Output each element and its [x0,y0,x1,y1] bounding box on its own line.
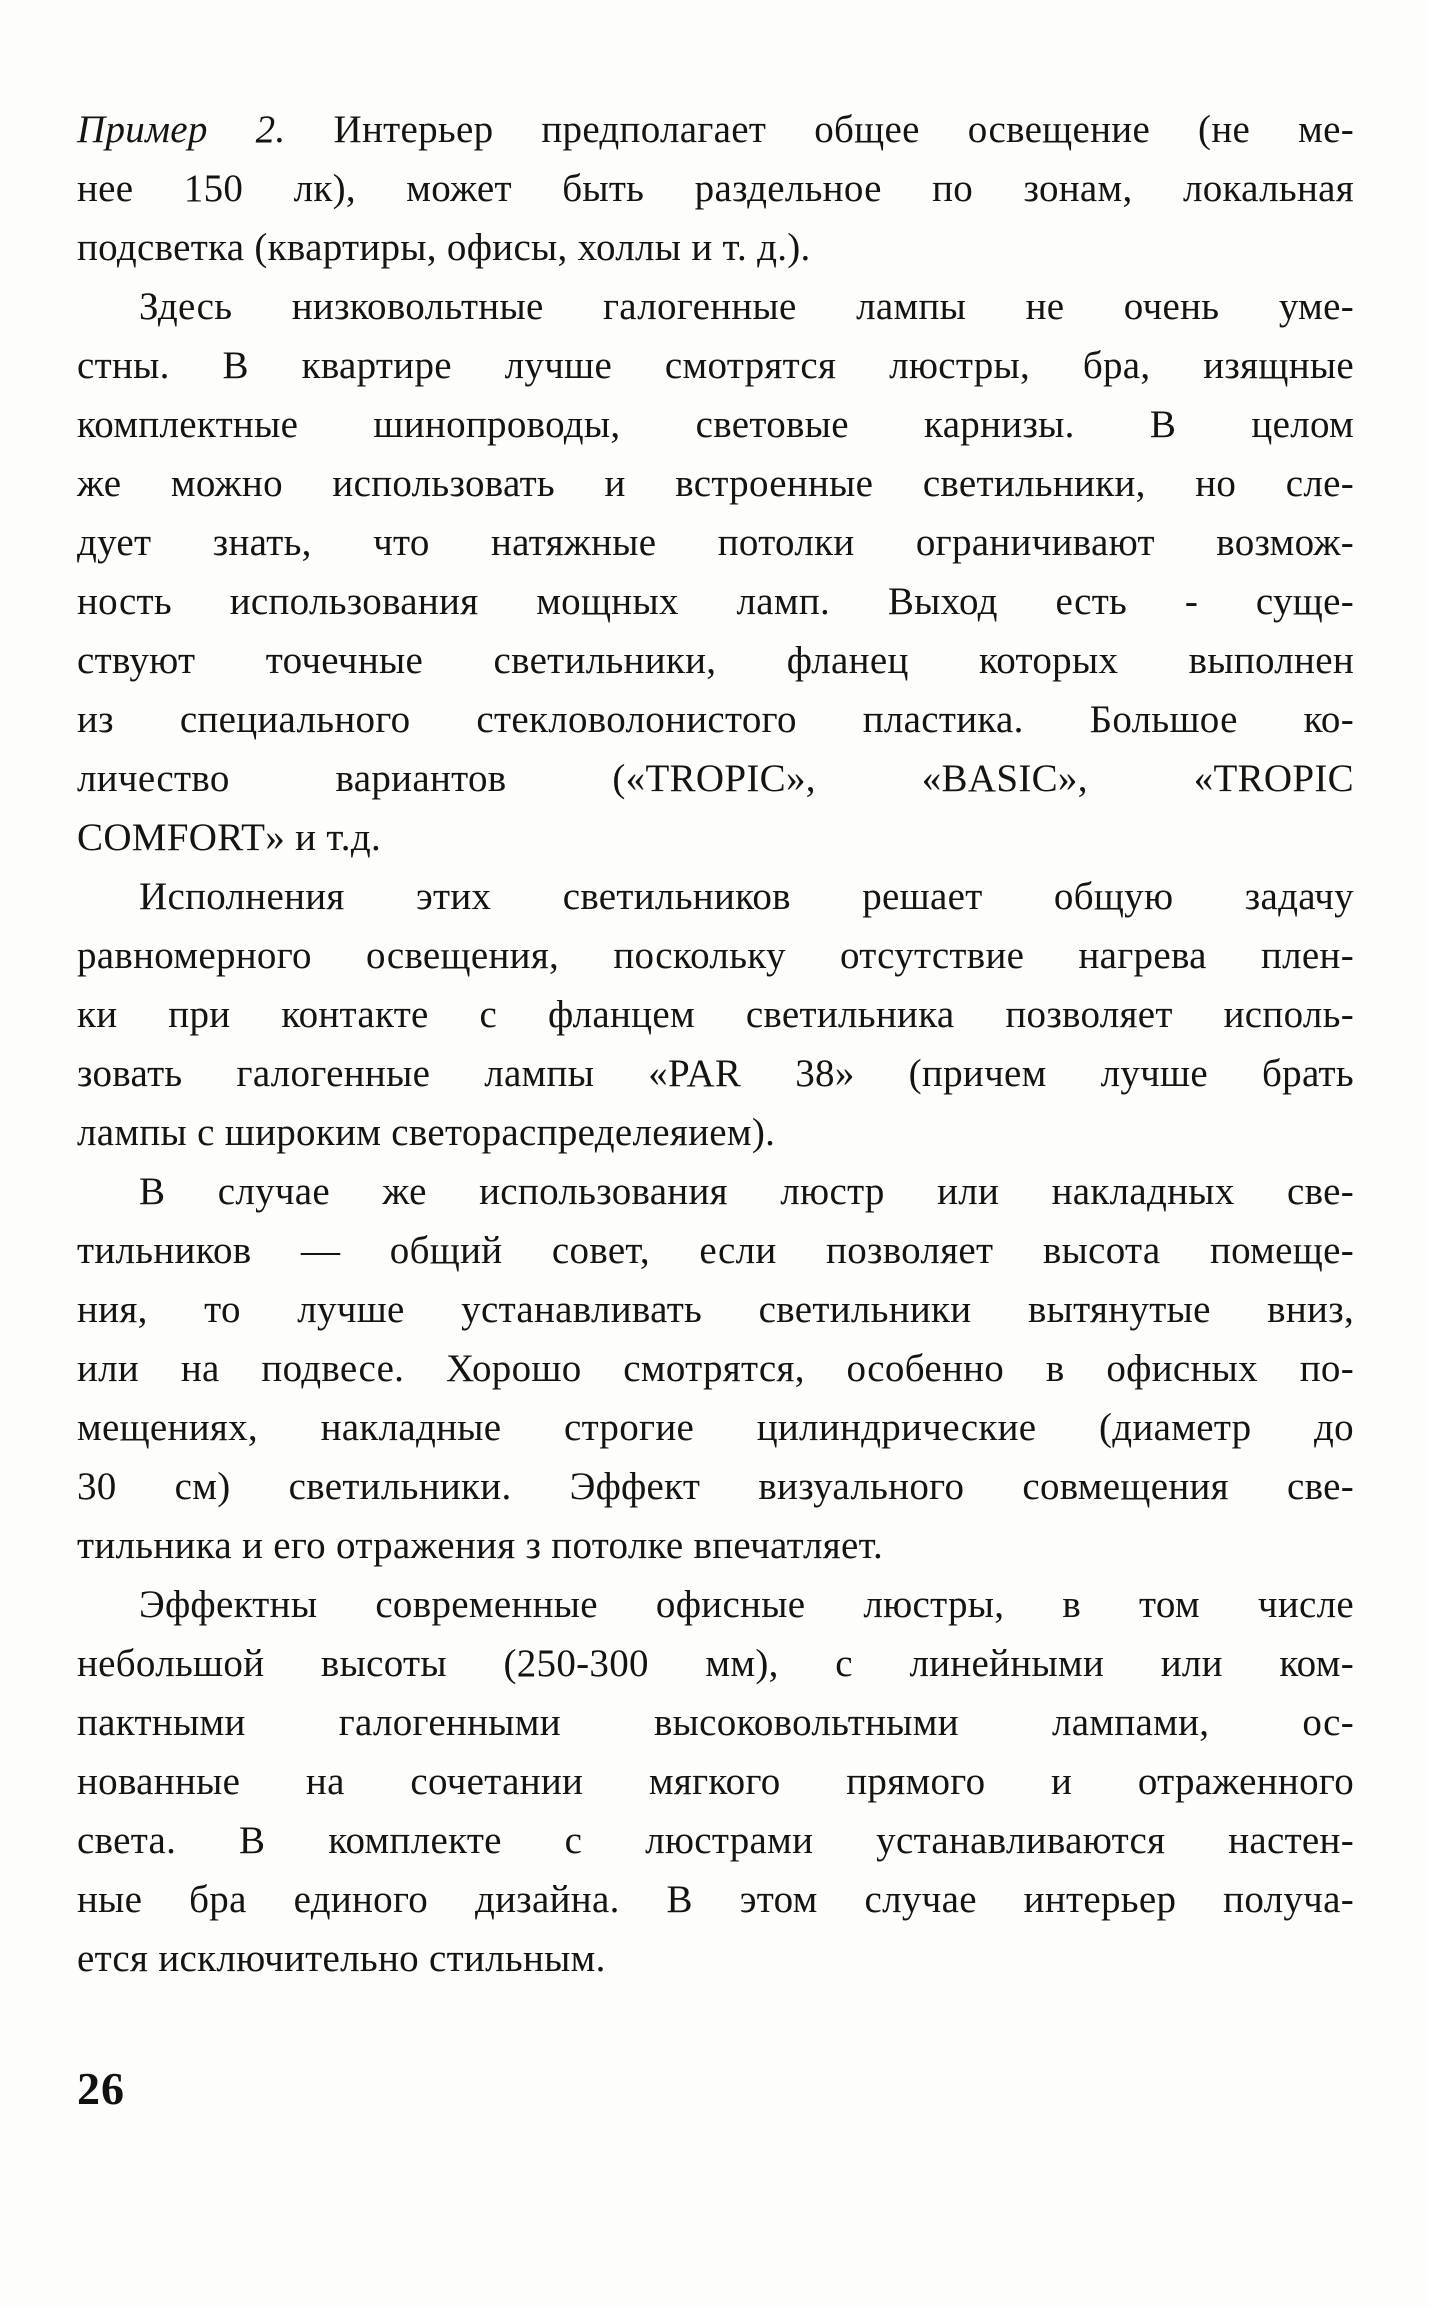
text-line: из специального стекловолонистого пластика. Большое ко- [77,698,1354,741]
text-line: света. В комплекте с люстрами устанавливаются настен- [77,1819,1354,1862]
page-number: 26 [77,2063,125,2114]
text-line: же можно использовать и встроенные светильники, но сле- [77,462,1354,505]
text-line: тильников — общий совет, если позволяет высота помеще- [77,1229,1354,1272]
text-line: личество вариантов («TROPIC», «BASIC», «TROPIC [77,757,1354,800]
text-line: Исполнения этих светильников решает общую задачу [139,875,1354,918]
text-line [77,100,1354,159]
text-line: или на подвесе. Хорошо смотрятся, особенно в офисных по- [77,1347,1354,1390]
text-line: В случае же использования люстр или накладных све- [139,1170,1354,1213]
text-line: подсветка (квартиры, офисы, холлы и т. д.). [77,226,811,269]
text-line: ется исключительно стильным. [77,1937,606,1980]
text-line: 30 см) светильники. Эффект визуального совмещения све- [77,1465,1354,1508]
text-line: стны. В квартире лучше смотрятся люстры, бра, изящные [77,344,1354,387]
text-line: ки при контакте с фланцем светильника позволяет исполь- [77,993,1354,1036]
text-line: мещениях, накладные строгие цилиндрические (диаметр до [77,1406,1354,1449]
text-line: нее 150 лк), может быть раздельное по зонам, локальная [77,167,1354,210]
text-line: Здесь низковольтные галогенные лампы не очень уме- [139,285,1354,328]
text-line: пактными галогенными высоковольтными лампами, ос- [77,1701,1354,1744]
text-line: лампы с широким светораспределеяием). [77,1111,776,1154]
text-line: небольшой высоты (250-300 мм), с линейными или ком- [77,1642,1354,1685]
text-line: дует знать, что натяжные потолки ограничивают возмож- [77,521,1354,564]
text-line: Эффектны современные офисные люстры, в том числе [139,1583,1354,1626]
text-line: ность использования мощных ламп. Выход есть - суще- [77,580,1354,623]
text-line: нованные на сочетании мягкого прямого и отраженного [77,1760,1354,1803]
text-line: равномерного освещения, поскольку отсутствие нагрева плен- [77,934,1354,977]
text-line: комплектные шинопроводы, световые карнизы. В целом [77,403,1354,446]
text-line: тильника и его отражения з потолке впечатляет. [77,1524,884,1567]
text-line: ные бра единого дизайна. В этом случае интерьер получа- [77,1878,1354,1921]
text-line: ствуют точечные светильники, фланец которых выполнен [77,639,1354,682]
text-block [77,100,1354,1988]
example-label: Пример 2. [77,108,286,151]
text-line-rest: Интерьер предполагает общее освещение (не ме- [285,108,1354,151]
text-line: зовать галогенные лампы «PAR 38» (причем лучше брать [77,1052,1354,1095]
text-line: ния, то лучше устанавливать светильники вытянутые вниз, [77,1288,1354,1331]
text-line: COMFORT» и т.д. [77,816,382,859]
